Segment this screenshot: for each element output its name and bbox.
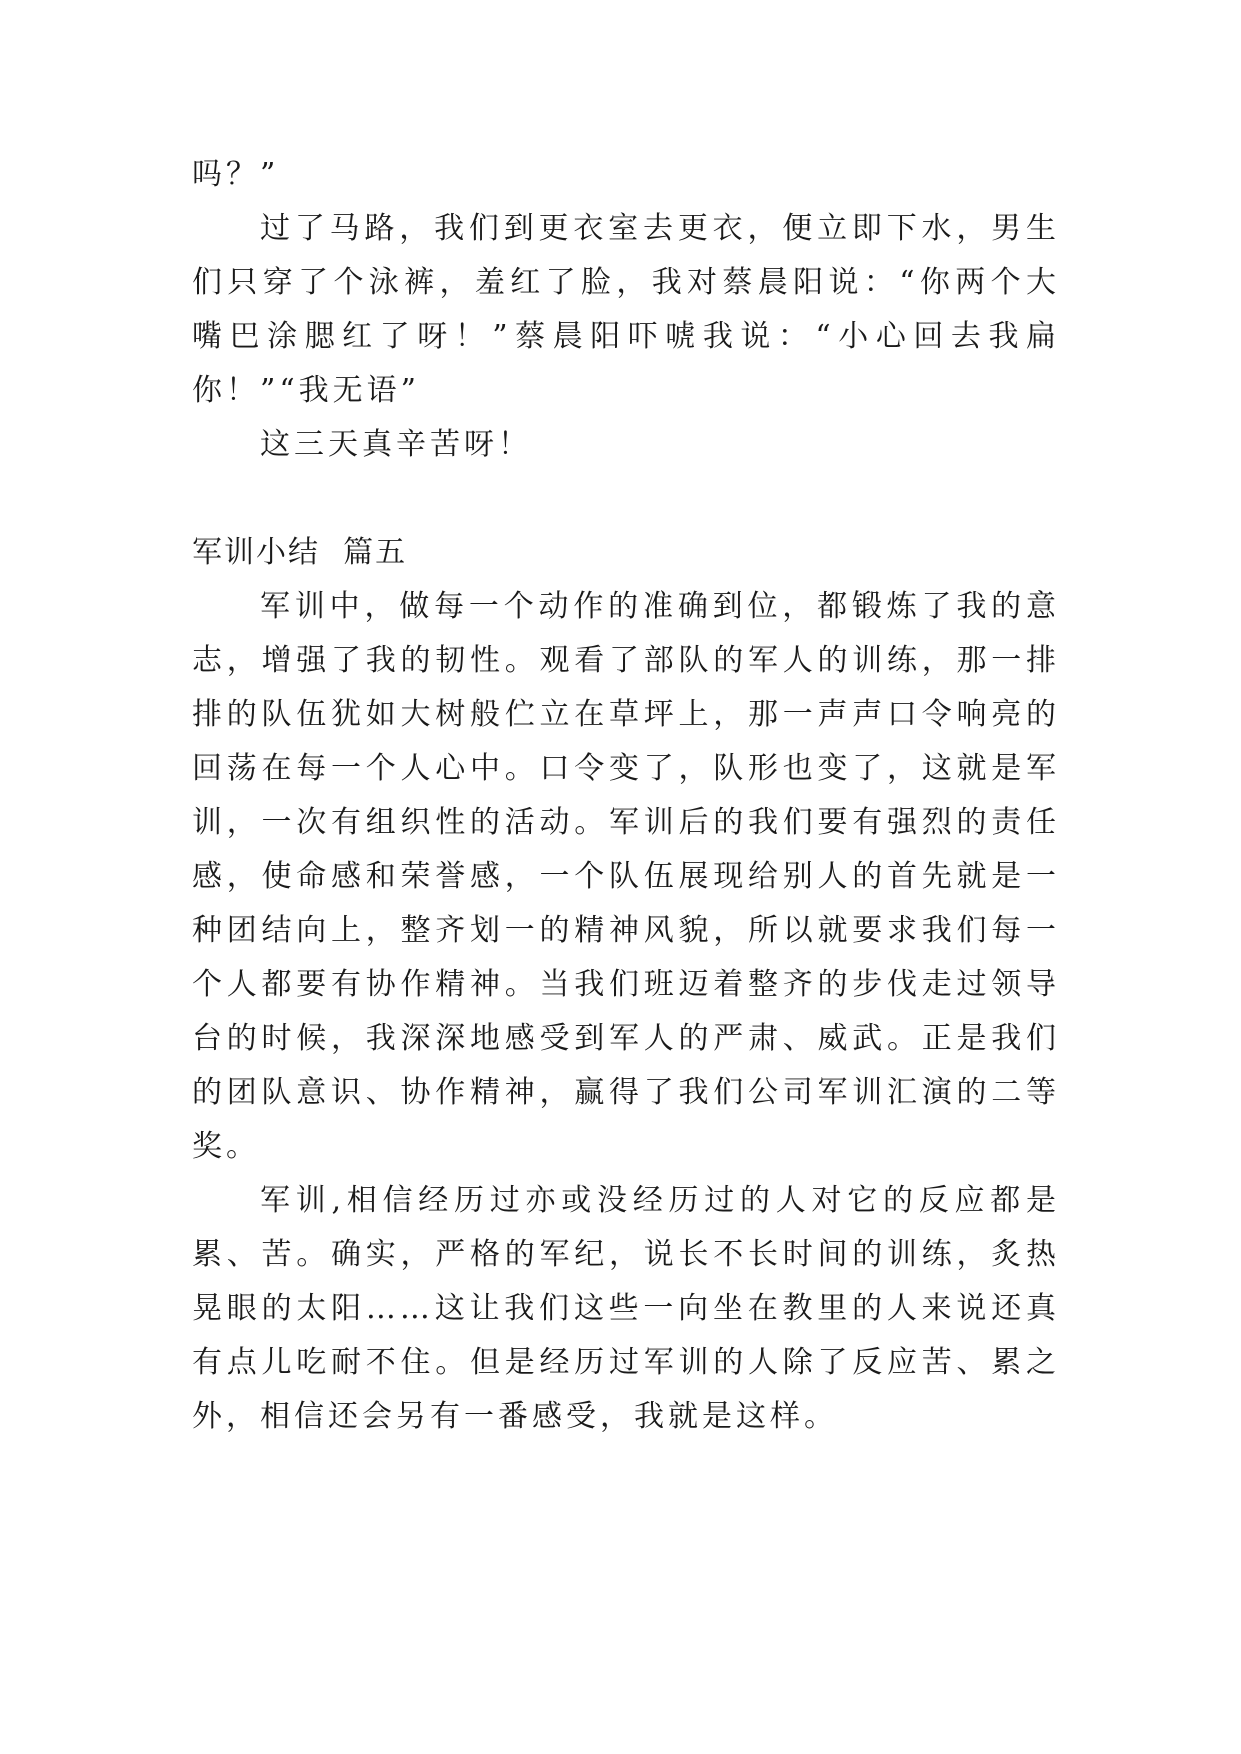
blank-line <box>192 472 1060 526</box>
paragraph-training-feelings: 军训,相信经历过亦或没经历过的人对它的反应都是累、苦。确实，严格的军纪，说长不长时间的训练，炙热晃眼的太阳……这让我们这些一向坐在教里的人来说还真有点儿吃耐不住。但是经历过军训的人除了反应苦、累之外，相信还会另有一番感受，我就是这样。 <box>192 1183 1060 1434</box>
paragraph-continuation: 吗？” <box>192 157 280 192</box>
paragraph-training-will: 军训中，做每一个动作的准确到位，都锻炼了我的意志，增强了我的韧性。观看了部队的军人的训练，那一排排的队伍犹如大树般伫立在草坪上，那一声声口令响亮的回荡在每一个人心中。口令变了，队形也变了，这就是军训，一次有组织性的活动。军训后的我们要有强烈的责任感，使命感和荣誉感，一个队伍展现给别人的首先就是一种团结向上，整齐划一的精神风貌，所以就要求我们每一个人都要有协作精神。当我们班迈着整齐的步伐走过领导台的时候，我深深地感受到军人的严肃、威武。正是我们的团队意识、协作精神，赢得了我们公司军训汇演的二等奖。 <box>192 589 1060 1164</box>
paragraph-three-days: 这三天真辛苦呀！ <box>260 427 532 462</box>
document-body <box>192 148 1060 1444</box>
paragraph-swimming: 过了马路，我们到更衣室去更衣，便立即下水，男生们只穿了个泳裤，羞红了脸，我对蔡晨阳说：“你两个大嘴巴涂腮红了呀！”蔡晨阳吓唬我说：“小心回去我扁你！”“我无语” <box>192 211 1060 408</box>
section-heading: 军训小结 篇五 <box>192 535 408 570</box>
